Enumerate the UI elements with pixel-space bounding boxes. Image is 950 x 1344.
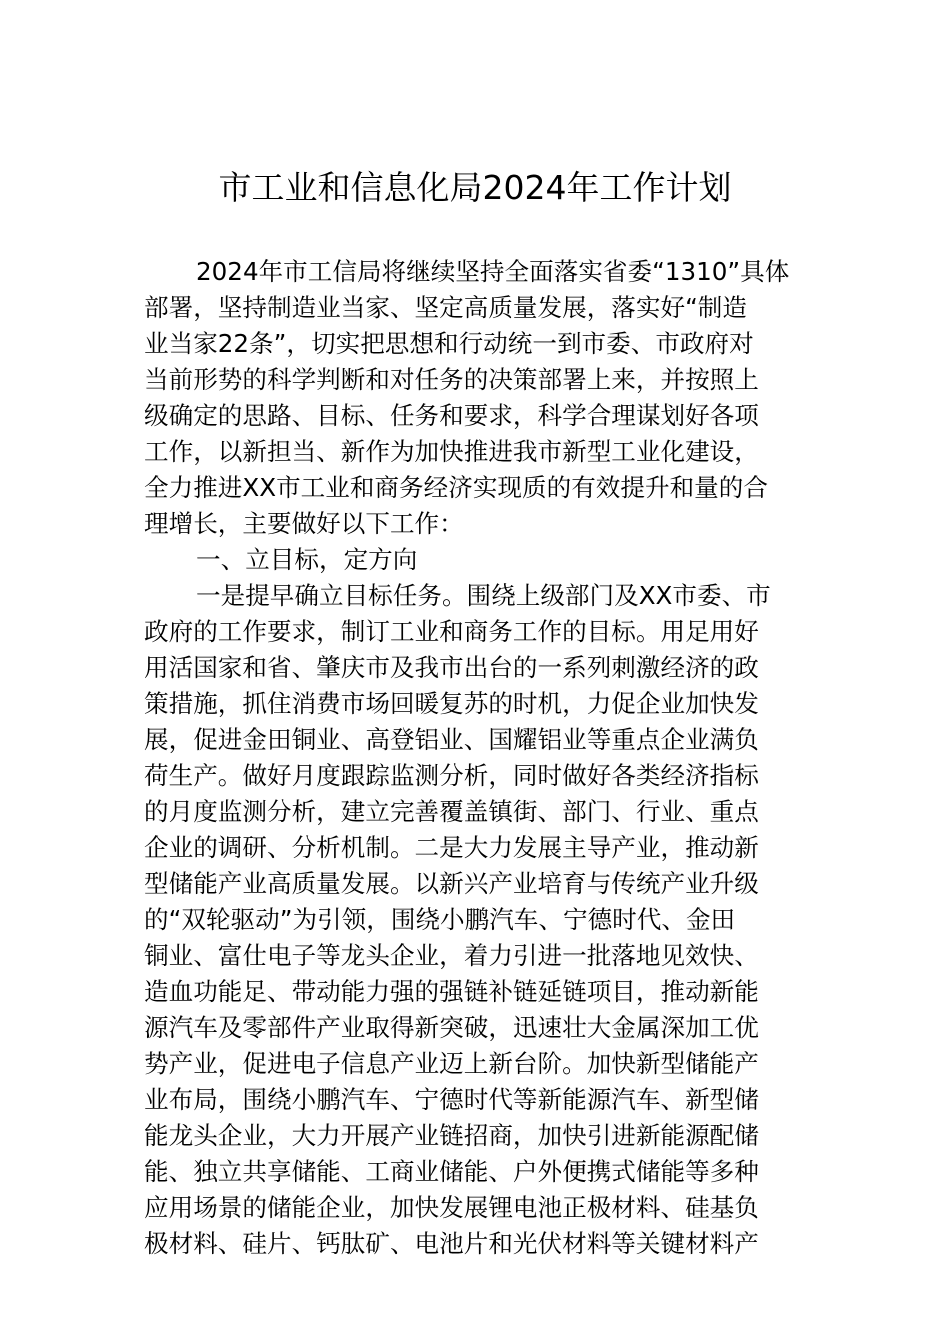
document-body	[144, 254, 814, 1262]
paragraph-line: 的月度监测分析，建立完善覆盖镇街、部门、行业、重点	[144, 797, 759, 826]
paragraph-line: 的“双轮驱动”为引领，围绕小鹏汽车、宁德时代、金田	[144, 905, 736, 934]
paragraph-line: 政府的工作要求，制订工业和商务工作的目标。用足用好	[144, 617, 759, 646]
paragraph-line: 能龙头企业，大力开展产业链招商，加快引进新能源配储	[144, 1121, 759, 1150]
paragraph-line: 极材料、硅片、钙肽矿、电池片和光伏材料等关键材料产	[144, 1229, 759, 1258]
paragraph-line: 造血功能足、带动能力强的强链补链延链项目，推动新能	[144, 977, 759, 1006]
paragraph-line: 展，促进金田铜业、高登铝业、国耀铝业等重点企业满负	[144, 725, 759, 754]
document-title: 市工业和信息化局2024年工作计划	[218, 168, 732, 207]
paragraph-line: 一是提早确立目标任务。围绕上级部门及XX市委、市	[196, 581, 771, 610]
paragraph-line: 用活国家和省、肇庆市及我市出台的一系列刺激经济的政	[144, 653, 759, 682]
paragraph-line: 当前形势的科学判断和对任务的决策部署上来，并按照上	[144, 365, 759, 394]
paragraph-line: 荷生产。做好月度跟踪监测分析，同时做好各类经济指标	[144, 761, 759, 790]
paragraph-line: 势产业，促进电子信息产业迈上新台阶。加快新型储能产	[144, 1049, 759, 1078]
paragraph-line: 源汽车及零部件产业取得新突破，迅速壮大金属深加工优	[144, 1013, 759, 1042]
paragraph-line: 业布局，围绕小鹏汽车、宁德时代等新能源汽车、新型储	[144, 1085, 759, 1114]
paragraph-line: 应用场景的储能企业，加快发展锂电池正极材料、硅基负	[144, 1193, 759, 1222]
paragraph-line: 2024年市工信局将继续坚持全面落实省委“1310”具体	[196, 257, 790, 286]
paragraph-line: 业当家22条”，切实把思想和行动统一到市委、市政府对	[144, 329, 754, 358]
paragraph-line: 能、独立共享储能、工商业储能、户外便携式储能等多种	[144, 1157, 759, 1186]
section-heading: 一、立目标，定方向	[196, 545, 418, 574]
paragraph-line: 理增长，主要做好以下工作：	[144, 509, 464, 538]
paragraph-line: 型储能产业高质量发展。以新兴产业培育与传统产业升级	[144, 869, 759, 898]
paragraph-line: 全力推进XX市工业和商务经济实现质的有效提升和量的合	[144, 473, 768, 502]
paragraph-line: 级确定的思路、目标、任务和要求，科学合理谋划好各项	[144, 401, 759, 430]
paragraph-line: 策措施，抓住消费市场回暖复苏的时机，力促企业加快发	[144, 689, 759, 718]
paragraph-line: 铜业、富仕电子等龙头企业，着力引进一批落地见效快、	[144, 941, 759, 970]
paragraph-line: 部署，坚持制造业当家、坚定高质量发展，落实好“制造	[144, 293, 747, 322]
paragraph-line: 企业的调研、分析机制。二是大力发展主导产业，推动新	[144, 833, 759, 862]
paragraph-line: 工作，以新担当、新作为加快推进我市新型工业化建设，	[144, 437, 759, 466]
